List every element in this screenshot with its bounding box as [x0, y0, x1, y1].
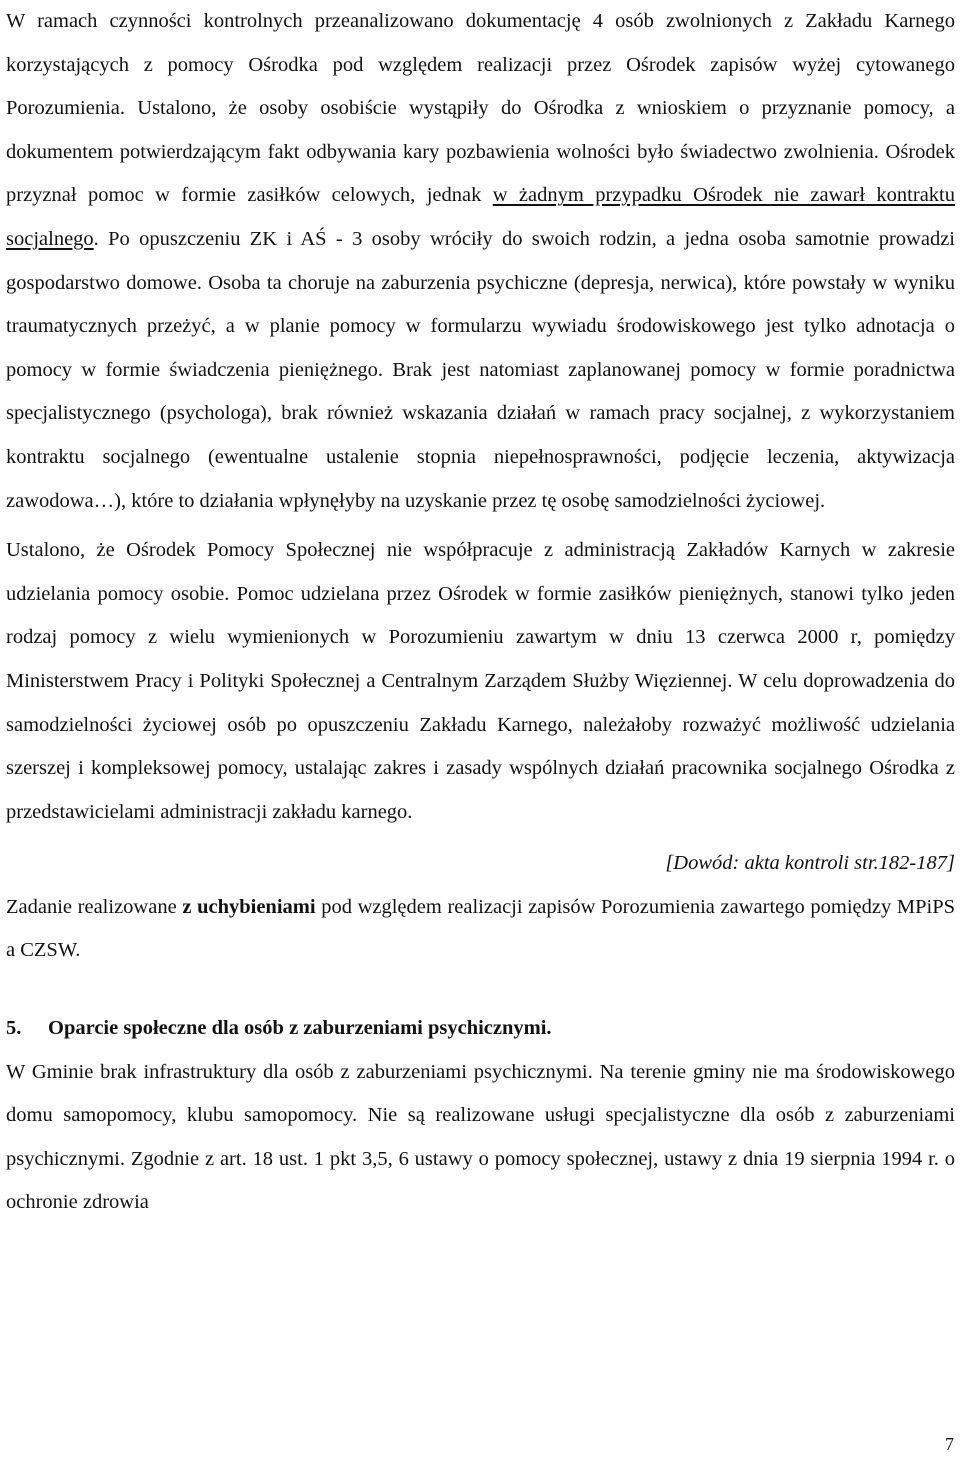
section-number: 5.: [6, 1017, 22, 1040]
evidence-reference: [Dowód: akta kontroli str.182-187]: [665, 852, 955, 875]
paragraph-inspection-findings: [6, 0, 955, 523]
page-number: 7: [945, 1434, 954, 1454]
paragraph-text-end: . Po opuszczeniu ZK i AŚ - 3 osoby wróciły do swoich rodzin, a jedna osoba samotnie prowadzi gospodarstwo domowe. Osoba ta choruje na zaburzenia psychiczne (depresja, nerwica), które powstały w wyniku traumatycznych przeżyć, a w planie pomocy w formularzu wywiadu środowiskowego jest tylko adnotacja o pomocy w formie świadczenia pieniężnego. Brak jest natomiast zaplanowanej pomocy w formie poradnictwa specjalistycznego (psychologa), brak również wskazania działań w ramach pracy socjalnej, z wykorzystaniem kontraktu socjalnego (ewentualne ustalenie stopnia niepełnosprawności, podjęcie leczenia, aktywizacja zawodowa…), które to działania wpłynęłyby na uzyskanie przez tę osobę samodzielności życiowej.: [6, 227, 955, 512]
underlined-finding: w żadnym przypadku Ośrodek nie zawarł kontraktu socjalnego: [6, 184, 955, 250]
assessment-suffix: pod względem realizacji zapisów Porozumienia zawartego pomiędzy MPiPS a CZSW.: [6, 895, 956, 962]
assessment-prefix: Zadanie realizowane: [6, 895, 183, 918]
paragraph-cooperation: Ustalono, że Ośrodek Pomocy Społecznej nie współpracuje z administracją Zakładów Karnych w zakresie udzielania pomocy osobie. Pomoc udzielana przez Ośrodek w formie zasiłków pieniężnych, stanowi tylko jeden rodzaj pomocy z wielu wymienionych w Porozumieniu zawartym w dniu 13 czerwca 2000 r, pomiędzy Ministerstwem Pracy i Polityki Społecznej a Centralnym Zarządem Służby Więziennej. W celu doprowadzenia do samodzielności życiowej osób po opuszczeniu Zakładu Karnego, należałoby rozważyć możliwość udzielania szerszej i kompleksowej pomocy, ustalając zakres i zasady wspólnych działań pracownika socjalnego Ośrodka z przedstawicielami administracji zakładu karnego.: [6, 539, 955, 823]
paragraph-text-start: W ramach czynności kontrolnych przeanalizowano dokumentację 4 osób zwolnionych z Zakładu Karnego korzystających z pomocy Ośrodka pod względem realizacji przez Ośrodek zapisów wyżej cytowanego Porozumienia. Ustalono, że osoby osobiście wystąpiły do Ośrodka z wnioskiem o przyznanie pomocy, a dokumentem potwierdzającym fakt odbywania kary pozbawienia wolności było świadectwo zwolnienia. Ośrodek przyznał pomoc w formie zasiłków celowych, jednak: [6, 10, 955, 207]
document-page: [6, 0, 955, 1225]
section-title: Oparcie społeczne dla osób z zaburzeniami psychicznymi.: [48, 1017, 552, 1040]
assessment-verdict: z uchybieniami: [182, 895, 316, 918]
paragraph-assessment: [6, 886, 955, 973]
section-heading: [6, 1007, 955, 1051]
paragraph-section-body: W Gminie brak infrastruktury dla osób z zaburzeniami psychicznymi. Na terenie gminy nie ma środowiskowego domu samopomocy, klubu samopomocy. Nie są realizowane usługi specjalistyczne dla osób z zaburzeniami psychicznymi. Zgodnie z art. 18 ust. 1 pkt 3,5, 6 ustawy o pomocy społecznej, ustawy z dnia 19 sierpnia 1994 r. o ochronie zdrowia: [6, 1060, 955, 1214]
